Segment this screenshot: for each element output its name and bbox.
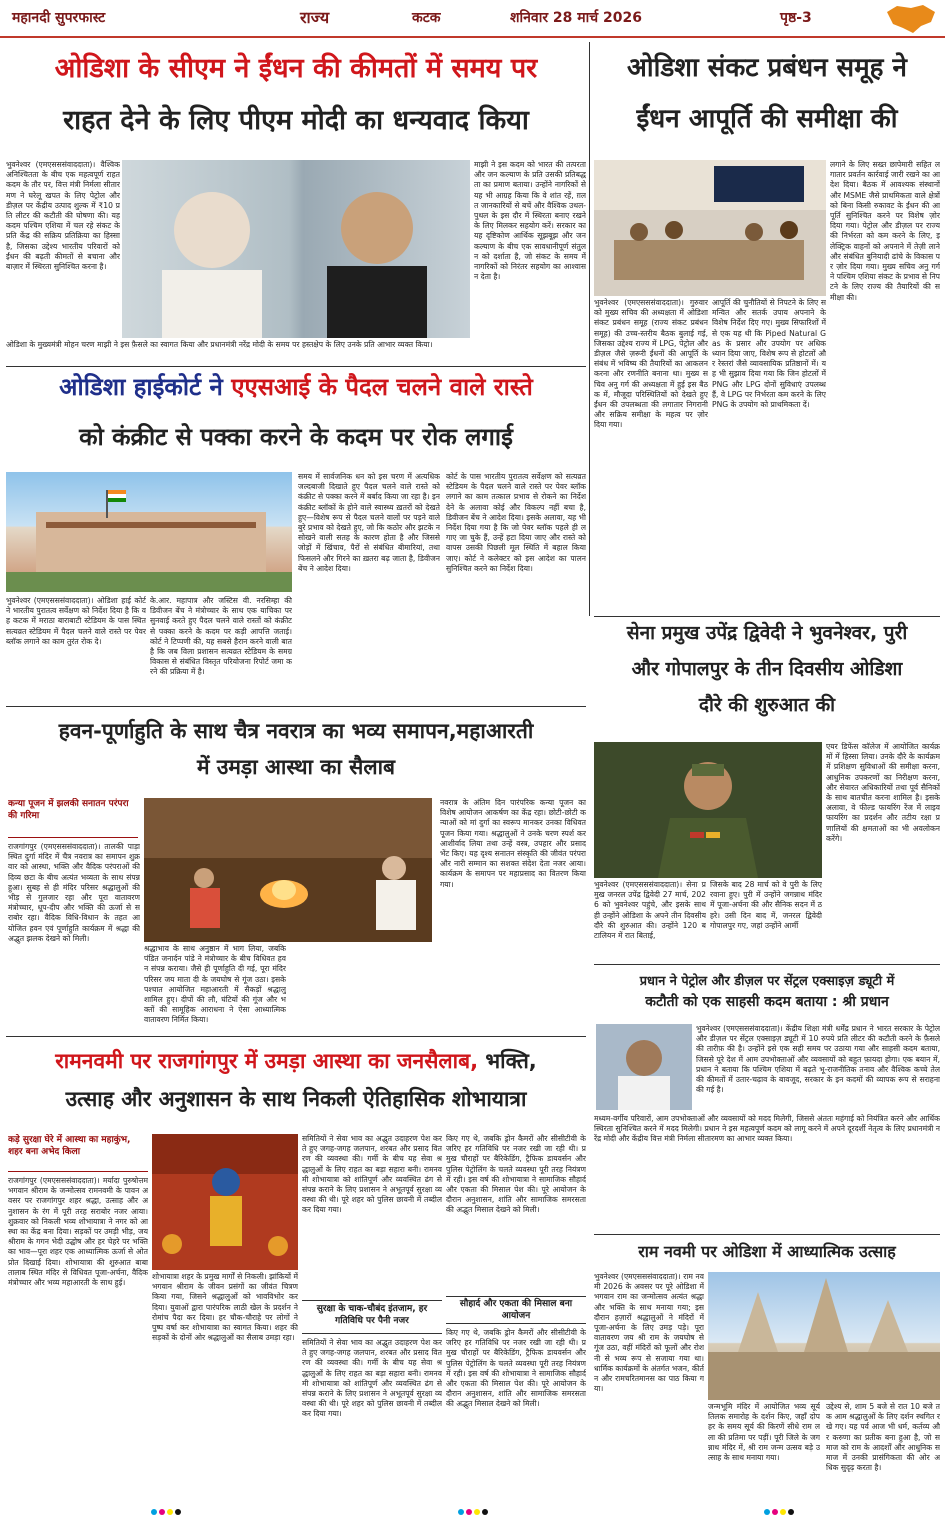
photo-havan-icon [144,798,432,942]
headline-line-2: ईंधन आपूर्ति की समीक्षा की [636,103,898,134]
article-highcourt-headline [6,370,586,468]
photo-temple [708,1272,940,1400]
article-text: आपूर्ति की चुनौतियों से निपटने के लिए समन्वित और सतर्क उपाय अपनाने के विशेष निर्देश दिए गए। मुख्य सिफारिशों में से एक यह थी कि Piped Natural Gas के प्रसार और उपयोग पर अधिक ध्यान दिया जाए, विशेष रूप से होटलों और रेस्तरां जैसे व्यावसायिक प्रतिष्ठानों में। यह भी सुझाव दिया गया कि जिन होटलों में PNG और LPG दोनों सुविधाएं उपलब्ध हैं, वे LPG पर निर्भरता कम करने के लिए PNG के उपयोग को प्राथमिकता दें। [712,298,826,410]
row-rule [6,366,586,367]
article-text: जिसके बाद 28 मार्च को वे पुरी के लिए रवाना हुए। पुरी में उन्होंने जगन्नाथ मंदिर में पूजा-अर्चना की और सैनिक सदन में ठहरे। उसी दिन बाद में, जनरल द्विवेदी गोपालपुर गए, जहां उन्होंने आर्मी [710,880,822,930]
article-text: जन्मभूमि मंदिर में आयोजित भव्य सूर्य तिलक समारोह के दर्शन किए, जहाँ दोपहर के समय सूर्य की किरणें सीधे राम लला की प्रतिमा पर पड़ीं। पूरी जिले के जगन्नाथ मंदिर में, श्री राम जन्म उत्सव बड़े उत्साह के साथ मनाया गया। [708,1402,820,1463]
article-text: किए गए थे, जबकि ड्रोन कैमरों और सीसीटीवी के जरिए हर गतिविधि पर नजर रखी जा रही थी। प्रमुख चौराहों पर बैरिकेडिंग, ट्रैफिक डायवर्सन और पुलिस पेट्रोलिंग के चलते व्यवस्था पूरी तरह नियंत्रण में रही। इस वर्ष की शोभायात्रा ने सामाजिक सौहार्द और एकता की मिसाल पेश की। पूरे आयोजन के दौरान अनुशासन, शांति और सामाजिक समरसता की अद्भुत मिसाल देखने को मिली। [446,1328,586,1409]
date: शनिवार 28 मार्च 2026 [510,10,643,26]
article-text: भुवनेश्वर (एमएसससंवाददाता)। केंद्रीय शिक्षा मंत्री धर्मेंद्र प्रधान ने भारत सरकार के पेट्रोल और डीज़ल पर सेंट्रल एक्साइज़ ड्यूटी में 10 रुपये प्रति लीटर की कटौती करने के फ़ैसले की तारीफ़ की है। उन्होंने इसे एक सही समय पर उठाया गया और साहसी कदम बताया, जिससे पूरे देश में आम उपभोक्ताओं और व्यवसायों को बहुत फ़ायदा होगा। एक बयान में, प्रधान ने बताया कि पश्चिम एशिया में बढ़ते भू-राजनीतिक तनाव और वैश्विक कच्चे तेल की कीमतों में उतार-चढ़ाव के बावजूद, सरकार के इन कदमों की व्यापक रूप से सराहना की गई है। [696,1024,940,1095]
photo-meeting-icon [594,160,826,296]
subheading: सुरक्षा के चाक-चौबंद इंतजाम, हर गतिविधि पर पैनी नजर [302,1300,442,1334]
page-number: पृष्ठ-3 [780,10,812,26]
photo-modi-majhi [122,160,470,338]
row-rule [594,616,940,617]
row-rule [6,706,586,707]
article-text: शोभायात्रा शहर के प्रमुख मार्गों से निकली। झांकियों में भगवान श्रीराम के जीवन प्रसंगों का जीवंत चित्रण किया गया, जिसने श्रद्धालुओं को भावविभोर कर दिया। युवाओं द्वारा पारंपरिक लाठी खेल के प्रदर्शन ने रोमांच पैदा कर दिया। हर चौक-चौराहे पर लोगों ने पुष्प वर्षा कर शोभायात्रा का स्वागत किया। शहर की सड़कों के दोनों ओर श्रद्धालुओं का सैलाब उमड़ा रहा। [152,1272,298,1343]
article-text: राजगांगपुर (एमएसससंवाददाता)। तालकी पाड़ा स्थित दुर्गा मंदिर में चैत्र नवरात्र का समापन शुक्रवार को आस्था, भक्ति और वैदिक परंपराओं की दिव्य छटा के बीच अत्यंत भव्यता के साथ संपन्न हुआ। सुबह से ही मंदिर परिसर श्रद्धालुओं की भीड़ से गुलजार रहा और पूरा वातावरण मंत्रोच्चार, धूप-दीप और भक्ति की ऊर्जा से सराबोर रहा। वैदिक विधि-विधान के तहत आयोजित हवन एवं पूर्णाहुति कार्यक्रम में श्रद्धा की अद्भुत झलक देखने को मिली। [8,842,140,943]
photo-pradhan [596,1024,692,1110]
headline-line-2: कटौती को एक साहसी कदम बताया : श्री प्रधान [645,993,889,1010]
photo-meeting [594,160,826,296]
headline-line-2: राहत देने के लिए पीएम मोदी का धन्यवाद किया [63,104,529,136]
row-rule [594,1234,940,1235]
article-text: भुवनेश्वर (एमएसससंवाददाता)। सेना प्रमुख जनरल उपेंद्र द्विवेदी 27 मार्च, 2026 को भुवनेश्वर पहुंचे, और इसके साथ ही उन्होंने ओडिशा के अपने तीन दिवसीय दौरे की शुरुआत की। उन्होंने 120 बटालियन में रात बिताई, [594,880,706,941]
article-text: एयर डिफेंस कॉलेज में आयोजित कार्यक्रमों में हिस्सा लिया। उनके दौरे के कार्यक्रम में प्रशिक्षण सुविधाओं की समीक्षा करना, आधुनिक उपकरणों का निरीक्षण करना, और सेवारत अधिकारियों तथा पूर्व सैनिकों के साथ बातचीत करना शामिल है। इसके अलावा, वे फील्ड फायरिंग रेंज में लाइव फायरिंग का प्रदर्शन और तटीय रक्षा प्रणालियों की क्षमताओं का भी अवलोकन करेंगे। [826,742,940,843]
headline-line-1: रामनवमी पर राजगांगपुर में उमड़ा आस्था का जनसैलाब, भक्ति, [55,1049,537,1073]
article-navratri-headline [6,710,586,794]
article-ramnavami-rajgangpur-headline [6,1040,586,1128]
article-text: उद्देश्य से, शाम 5 बजे से रात 10 बजे तक आम श्रद्धालुओं के लिए दर्शन स्थगित रखे गए। यह पर्व आज भी धर्म, कर्तव्य और करुणा का प्रतीक बना हुआ है, जो समाज को राम के आदर्शों और आधुनिक समाज में उनकी प्रासंगिकता की ओर अधिक सुदृढ़ करता है। [826,1402,940,1473]
registration-dots-icon [763,1500,795,1519]
headline-line-1: राम नवमी पर ओडिशा में आध्यात्मिक उत्साह [638,1242,896,1261]
article-text: के.आर. महापात्र और जस्टिस वी. नरसिम्हा की डिवीजन बेंच ने मंत्रोच्चार के साथ एक याचिका पर सुनवाई करते हुए पैदल चलने वाले रास्तों को कंक्रीट से पक्का करने के कदम पर कड़ी आपत्ति जताई। कोर्ट ने टिप्पणी की, यह सबसे हैरान करने वाली बात है कि जब विला प्रशासन सत्यव्रत स्टेडियम के समग्र विकास से संबंधित विस्तृत परियोजना रिपोर्ट जमा करने की प्रक्रिया में है। [150,596,292,677]
registration-dots-icon [457,1500,489,1519]
headline-line-1: ओडिशा हाईकोर्ट ने एएसआई के पैदल चलने वाले रास्ते [59,373,533,401]
article-text: राजगांगपुर (एमएसससंवाददाता)। मर्यादा पुरुषोत्तम भगवान श्रीराम के जन्मोत्सव रामनवमी के पावन अवसर पर राजगांगपुर शहर श्रद्धा, उत्साह और अनुशासन के रंग में पूरी तरह सराबोर नजर आया। शुक्रवार को निकली भव्य शोभायात्रा ने नगर को आस्था का केंद्र बना दिया। सड़कों पर उमड़ी भीड़, जय श्रीराम के गगन भेदी उद्घोष और हर चेहरे पर भक्ति का भाव—पूरा शहर एक आध्यात्मिक ऊर्जा से ओतप्रोत दिखाई दिया। शोभायात्रा की शुरुआत बाबा तालाब स्थित मंदिर से विधिवत पूजा-अर्चना, वैदिक मंत्रोच्चार और भव्य महाआरती के साथ हुई। [8,1176,148,1288]
article-text: समय में सार्वजनिक धन को इस चरण में अत्यधिक जल्दबाजी दिखाते हुए पैदल चलने वाले रास्ते को कंक्रीट से पक्का करने में बर्बाद किया जा रहा है। इन कंक्रीट ब्लॉकों के होने वाले स्वास्थ्य ख़तरों को देखते हुए—विशेष रूप से पैदल चलने वालों पर पड़ने वाले बुरे प्रभाव को देखते हुए, जो कि कठोर और झटके न सोखने वाली सतह के कारण होता है और जिससे जोड़ों में खिंचाव, पैरों से संबंधित बीमारियां, तथा फिसलने और गिरने का ख़तरा बढ़ जाता है, डिवीजन बेंच ने आदेश दिया। [298,472,440,573]
article-crisis-group-headline [594,46,940,158]
article-text: भुवनेश्वर (एमएसससंवाददाता)। राम नवमी 2026 के अवसर पर पूरे ओडिशा में भगवान राम का जन्मोत्सव अत्यंत श्रद्धा और भक्ति के साथ मनाया गया; इस दौरान हज़ारों श्रद्धालुओं ने मंदिरों में पूजा-अर्चना के लिए उमड़ पड़े। पूरा वातावरण जय श्री राम के जयघोष से गूंज उठा, वहीं मंदिरों को फूलों और रोशनी से भव्य रूप से सजाया गया था। धार्मिक कार्यक्रमों के अंतर्गत भजन, कीर्तन और रामचरितमानस का पाठ किया गया। [594,1272,704,1394]
article-text: समितियों ने सेवा भाव का अद्भुत उदाहरण पेश करते हुए जगह-जगह जलपान, शरबत और प्रसाद वितरण की व्यवस्था की। गर्मी के बीच यह सेवा श्रद्धालुओं के लिए राहत का बड़ा सहारा बनी। रामनवमी शोभायात्रा को शांतिपूर्ण और व्यवस्थित ढंग से संपन्न कराने के लिए प्रशासन ने अभूतपूर्व सुरक्षा व्यवस्था की थी। पूरे शहर को पुलिस छावनी में तब्दील कर दिया गया। [302,1134,442,1215]
photo-high-court [6,472,292,592]
print-registration-marks [0,1499,945,1519]
article-army-chief-headline [594,620,940,738]
article-text: लगाने के लिए सख्त छापेमारी सहित लगातार प्रवर्तन कार्रवाई जारी रखने का आदेश दिया। बैठक में आवश्यक संस्थानों और MSME जैसे प्राथमिकता वाले क्षेत्रों को बिना किसी रुकावट के ईंधन की आपूर्ति सुनिश्चित करने पर विशेष ज़ोर दिया गया। पेट्रोल और डीज़ल पर राज्य की निर्भरता को कम करने के लिए, इलेक्ट्रिक वाहनों को अपनाने में तेज़ी लाने और संबंधित बुनियादी ढांचे के विकास पर ज़ोर दिया गया। मुख्य सचिव अनु गर्ग ने पश्चिम एशिया संकट के प्रभाव से निपटने के लिए राज्य की तैयारियों की समीक्षा की। [830,160,940,302]
photo-building-icon [6,472,292,592]
column-rule [589,42,590,616]
article-text: मध्यम-वर्गीय परिवारों, आम उपभोक्ताओं और व्यवसायों को मदद मिलेगी, जिससे अंततः महंगाई को नियंत्रित करने और आर्थिक स्थिरता सुनिश्चित करने में मदद मिलेगी। प्रधान ने इस महत्वपूर्ण कदम को लागू करने में अपने दूरदर्शी नेतृत्व के लिए प्रधानमंत्री नरेंद्र मोदी और केंद्रीय वित्त मंत्री निर्मला सीतारमण का आभार व्यक्त किया। [594,1114,940,1144]
newspaper-name: महानदी सुपरफास्ट [12,10,106,26]
headline-line-1: ओडिशा संकट प्रबंधन समूह ने [627,53,907,83]
article-text: समितियों ने सेवा भाव का अद्भुत उदाहरण पेश करते हुए जगह-जगह जलपान, शरबत और प्रसाद वितरण की व्यवस्था की। गर्मी के बीच यह सेवा श्रद्धालुओं के लिए राहत का बड़ा सहारा बनी। रामनवमी शोभायात्रा को शांतिपूर्ण और व्यवस्थित ढंग से संपन्न कराने के लिए प्रशासन ने अभूतपूर्व सुरक्षा व्यवस्था की थी। पूरे शहर को पुलिस छावनी में तब्दील कर दिया गया। [302,1338,442,1419]
section-name: राज्य [300,8,330,27]
article-ramnavami-odisha-headline [594,1238,940,1268]
photo-caption: ओडिशा के मुख्यमंत्री मोहन चरण माझी ने इस फ़ैसले का स्वागत किया और प्रधानमंत्री नरेंद्र मोदी के समय पर हस्तक्षेप के लिए उनके प्रति आभार व्यक्त किया। [6,340,433,349]
headline-line-3: दौरे की शुरुआत की [698,693,836,716]
headline-line-2: को कंक्रीट से पक्का करने के कदम पर रोक लगाई [79,423,513,451]
article-cm-thanks-headline [6,46,586,158]
photo-procession [152,1134,298,1270]
city: कटक [412,10,441,26]
article-text: श्रद्धाभाव के साथ अनुष्ठान में भाग लिया, जबकि पंडित जनार्दन पांडे ने मंत्रोच्चार के बीच विधिवत हवन संपन्न कराया। जैसे ही पूर्णाहुति दी गई, पूरा मंदिर परिसर जय माता दी के जयघोष से गूंज उठा। इसके पश्चात आयोजित महाआरती में सैकड़ों श्रद्धालु शामिल हुए। दीपों की लौ, घंटियों की गूंज और भक्तों की सामूहिक आराधना ने ऐसा आध्यात्मिक वातावरण निर्मित किया। [144,944,286,1025]
article-text: माझी ने इस कदम को भारत की तत्परता और जन कल्याण के प्रति उसकी प्रतिबद्धता का प्रमाण बताया। उन्होंने नागरिकों से यह भी आग्रह किया कि वे शांत रहें, ग़लत जानकारियों से बचें और वैश्विक उथल-पुथल के इस दौर में स्थिरता बनाए रखने के लिए मिलकर सहयोग करें। सरकार का यह दृष्टिकोण आर्थिक सूझबूझ और जन कल्याण के बीच एक सावधानीपूर्ण संतुलन को दर्शाता है, जो संकट के समय में नागरिकों को निरंतर सहयोग का आश्वासन देता है। [474,160,586,282]
article-text: भुवनेश्वर (एमएसससंवाददाता)। वैश्विक अनिश्चितता के बीच एक महत्वपूर्ण राहत कदम के तौर पर, वित्त मंत्री निर्मला सीतारमण ने घरेलू खपत के लिए पेट्रोल और डीज़ल पर केंद्रीय उत्पाद शुल्क में ₹10 प्रति लीटर की कटौती की घोषणा की। यह कदम पश्चिम एशिया में चल रहे संकट के प्रति केंद्र की सक्रिय प्रतिक्रिया का हिस्सा है, जिसका उद्देश्य भारतीय परिवारों को ईंधन की बढ़ती कीमतों से बचाना और बाज़ार में स्थिरता सुनिश्चित करना है। [6,160,120,272]
odisha-map-icon [883,2,939,36]
row-rule [6,1036,586,1037]
photo-general-icon [594,742,822,878]
article-pradhan-headline [594,968,940,1020]
headline-line-2: में उमड़ा आस्था का सैलाब [196,755,396,780]
row-rule [594,964,940,965]
photo-army-chief [594,742,822,878]
photo-pradhan-icon [596,1024,692,1110]
article-text: नवरात्र के अंतिम दिन पारंपरिक कन्या पूजन का विशेष आयोजन आकर्षण का केंद्र रहा। छोटी-छोटी कन्याओं को मां दुर्गा का स्वरूप मानकर उनका विधिवत पूजन किया गया। श्रद्धालुओं ने उनके चरण स्पर्श कर आशीर्वाद लिया तथा उन्हें वस्त्र, उपहार और प्रसाद भेंट किए। यह दृश्य सनातन संस्कृति की जीवंत परंपरा और नारी सम्मान का सशक्त संदेश देता नजर आया। कार्यक्रम के समापन पर महाप्रसाद का वितरण किया गया। [440,798,586,889]
subheading: कन्या पूजन में झलकी सनातन परंपरा की गरिमा [8,798,138,838]
photo-havan [144,798,432,942]
photo-temple-icon [708,1272,940,1400]
headline-line-1: सेना प्रमुख उपेंद्र द्विवेदी ने भुवनेश्वर, पुरी [626,622,908,644]
headline-line-1: हवन-पूर्णाहुति के साथ चैत्र नवरात्र का भव्य समापन,महाआरती [58,719,534,743]
photo-procession-icon [152,1134,298,1270]
page-header [0,0,945,38]
subheading: कड़े सुरक्षा घेरे में आस्था का महाकुंभ, शहर बना अभेद किला [8,1134,148,1172]
headline-line-2: और गोपालपुर के तीन दिवसीय ओडिशा [631,657,903,680]
article-text: कोर्ट के पास भारतीय पुरातत्व सर्वेक्षण को सत्यव्रत स्टेडियम के पैदल चलने वाले रास्ते पर पेवर ब्लॉक लगाने का काम तत्काल प्रभाव से रोकने का निर्देश देने के अलावा कोई और विकल्प नहीं बचा है, डिवीजन बेंच ने आदेश दिया। इसके अलावा, यह भी निर्देश दिया गया है कि जो पेवर ब्लॉक पहले ही लगाए जा चुके हैं, उन्हें हटा दिया जाए और रास्ते को वापस उसकी पिछली मूल स्थिति में बहाल किया जाए। कोर्ट ने कलेक्टर को इस आदेश का पालन सुनिश्चित करने का निर्देश दिया। [446,472,586,573]
headline-line-2: उत्साह और अनुशासन के साथ निकली ऐतिहासिक शोभायात्रा [65,1087,527,1112]
article-text: भुवनेश्वर (एमएसससंवाददाता)। ओडिशा हाई कोर्ट ने भारतीय पुरातत्व सर्वेक्षण को निर्देश दिया है कि वह कटक में मराठा बाराबाटी स्टेडियम के पास स्थित सत्यव्रत स्टेडियम में पैदल चलने वाले रास्ते पर पेवर ब्लॉक लगाने का काम तुरंत रोक दे। [6,596,146,646]
photo-portraits-icon [122,160,470,338]
headline-line-1: ओडिशा के सीएम ने ईंधन की कीमतों में समय पर [54,53,538,84]
article-text: भुवनेश्वर (एमएसससंवाददाता)। गुरुवार को मुख्य सचिव की अध्यक्षता में ओडिशा संकट प्रबंधन समूह (राज्य संकट प्रबंधन समूह) की उच्च-स्तरीय बैठक बुलाई गई, जिसका उद्देश्य राज्य में LPG, पेट्रोल और डीज़ल जैसे ज़रूरी ईंधनों की आपूर्ति के संबंध में भविष्य की तैयारियों का आकलन करना और रणनीति बनाना था। मुख्य सचिव अनु गर्ग की अध्यक्षता में हुई इस बैठक में, मौजूदा परिस्थितियों को देखते हुए ईंधन की उपलब्धता की लगातार निगरानी और सक्रिय समीक्षा के महत्व पर ज़ोर दिया गया। [594,298,708,430]
article-text: किए गए थे, जबकि ड्रोन कैमरों और सीसीटीवी के जरिए हर गतिविधि पर नजर रखी जा रही थी। प्रमुख चौराहों पर बैरिकेडिंग, ट्रैफिक डायवर्सन और पुलिस पेट्रोलिंग के चलते व्यवस्था पूरी तरह नियंत्रण में रही। इस वर्ष की शोभायात्रा ने सामाजिक सौहार्द और एकता की मिसाल पेश की। पूरे आयोजन के दौरान अनुशासन, शांति और सामाजिक समरसता की अद्भुत मिसाल देखने को मिली। [446,1134,586,1215]
registration-dots-icon [150,1500,182,1519]
headline-line-1: प्रधान ने पेट्रोल और डीज़ल पर सेंट्रल एक्साइज़ ड्यूटी में [639,974,895,989]
subheading: सौहार्द और एकता की मिसाल बना आयोजन [446,1296,586,1324]
